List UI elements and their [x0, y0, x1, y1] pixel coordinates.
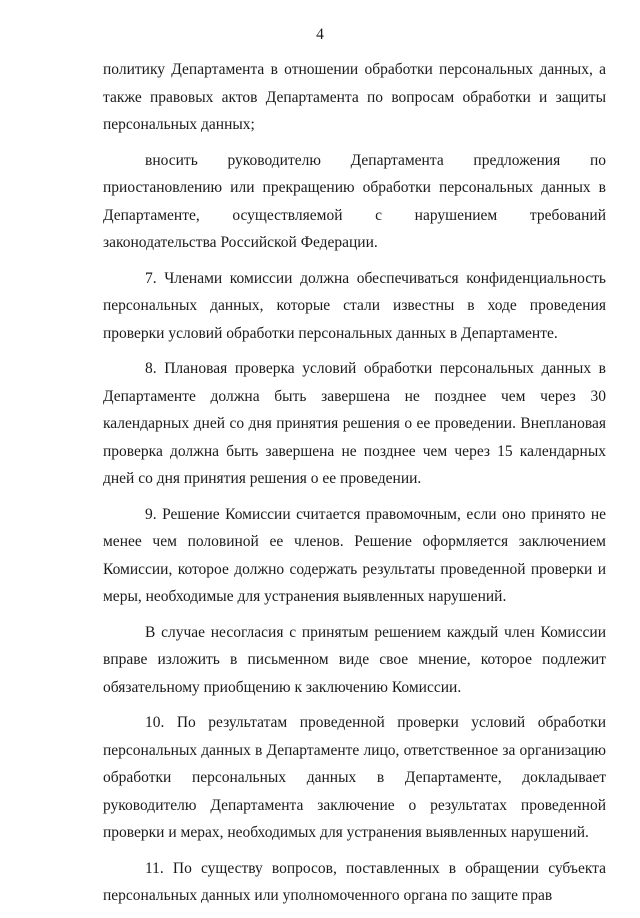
page-number: 4	[316, 26, 324, 43]
paragraph-proposals: вносить руководителю Департамента предложения по приостановлению или прекращению обработки персональных данных в Департаменте, осуществляемой с нарушением требований законодательства Российской Федерации.	[103, 151, 606, 251]
paragraph-11: 11. По существу вопросов, поставленных в обращении субъекта персональных данных или уполномоченного органа по защите прав	[103, 859, 606, 904]
paragraph-disagreement: В случае несогласия с принятым решением каждый член Комиссии вправе изложить в письменном виде свое мнение, которое подлежит обязательному приобщению к заключению Комиссии.	[103, 623, 606, 696]
paragraph-7: 7. Членами комиссии должна обеспечиваться конфиденциальность персональных данных, которые стали известны в ходе проведения проверки условий обработки персональных данных в Департаменте.	[103, 269, 606, 342]
paragraph-10: 10. По результатам проведенной проверки условий обработки персональных данных в Департаменте лицо, ответственное за организацию обработки персональных данных в Департаменте, докладывает руководителю Департамента заключение о результатах проведенной проверки и мерах, необходимых для устранения выявленных нарушений.	[103, 714, 606, 841]
document-body	[103, 56, 606, 918]
paragraph-9: 9. Решение Комиссии считается правомочным, если оно принято не менее чем половиной ее членов. Решение оформляется заключением Комиссии, которое должно содержать результаты проведенной проверки и меры, необходимые для устранения выявленных нарушений.	[103, 505, 606, 605]
paragraph-8: 8. Плановая проверка условий обработки персональных данных в Департаменте должна быть завершена не позднее чем через 30 календарных дней со дня принятия решения о ее проведении. Внеплановая проверка должна быть завершена не позднее чем через 15 календарных дней со дня принятия решения о ее проведении.	[103, 360, 606, 487]
paragraph-continuation: политику Департамента в отношении обработки персональных данных, а также правовых актов Департамента по вопросам обработки и защиты персональных данных;	[103, 61, 606, 133]
